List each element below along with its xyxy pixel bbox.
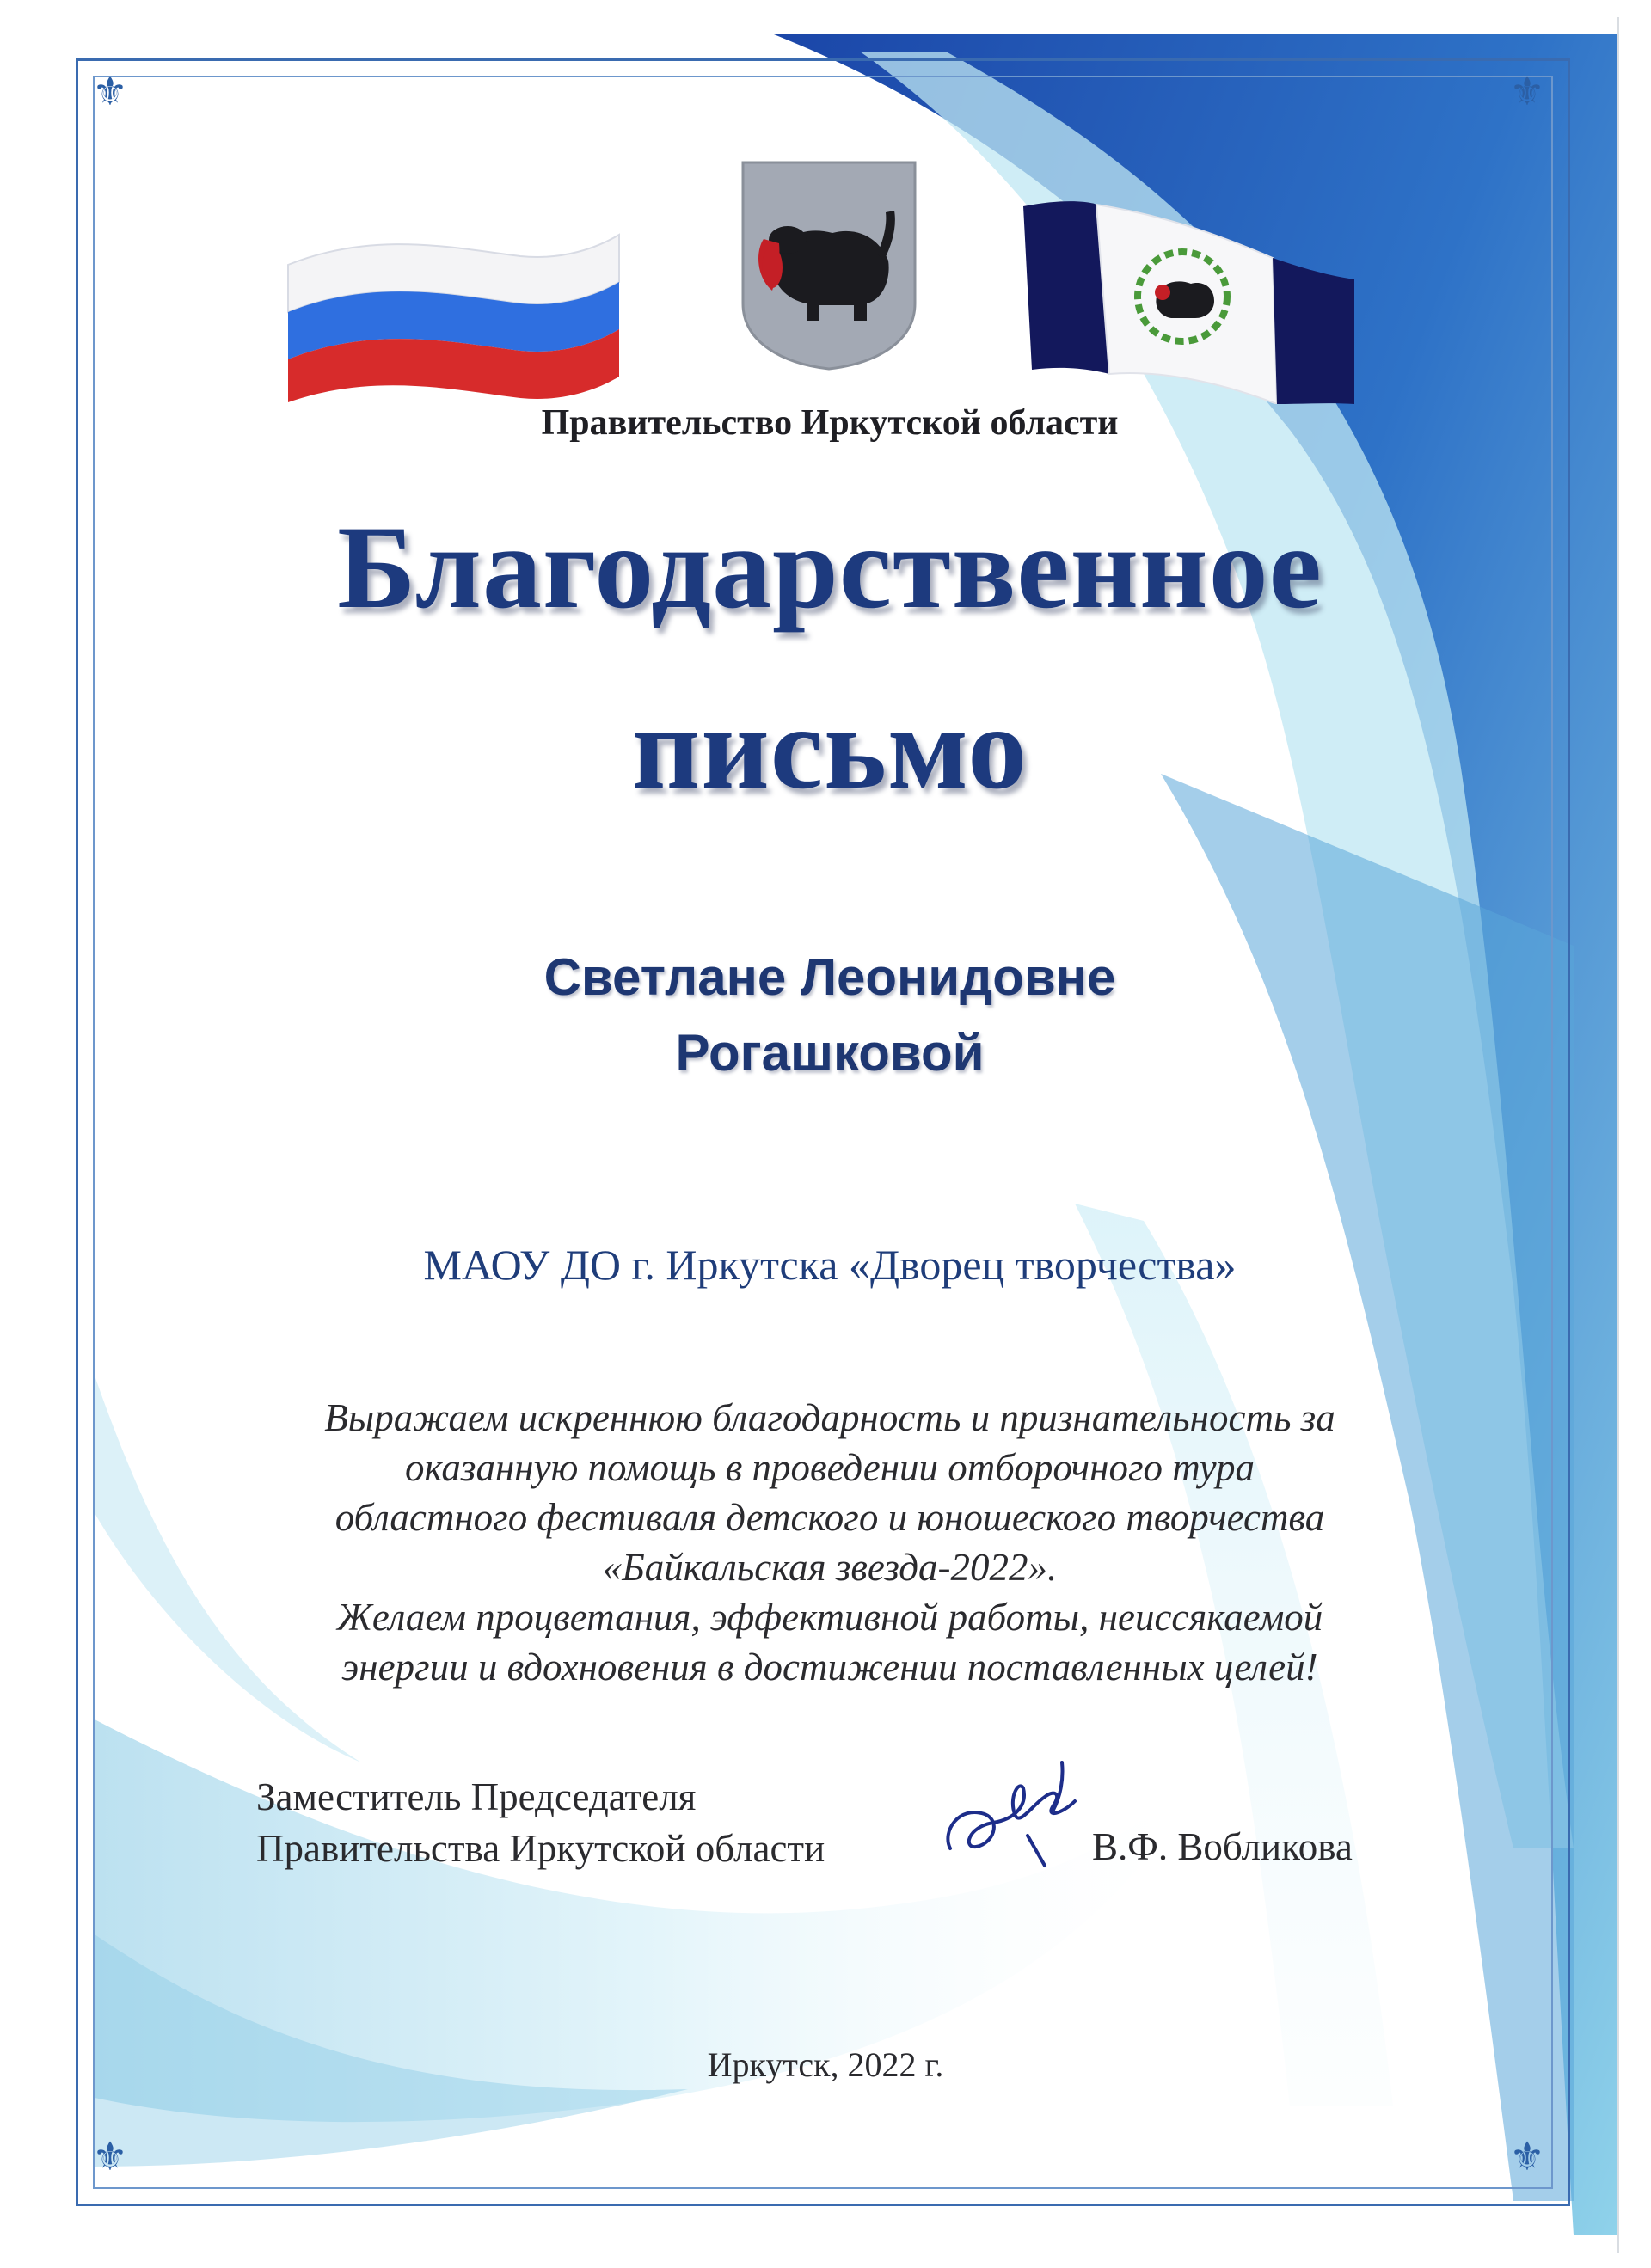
handwritten-signature (933, 1745, 1088, 1874)
signer-position-line2: Правительства Иркутской области (256, 1827, 826, 1870)
place-and-date: Иркутск, 2022 г. (707, 2045, 944, 2084)
message-line: оказанную помощь в проведении отборочного тура (404, 1446, 1255, 1489)
signer-name: В.Ф. Вобликова (1092, 1825, 1353, 1868)
signer-position-line1: Заместитель Председателя (256, 1775, 697, 1818)
recipient-name-line1: Светлане Леонидовне (543, 948, 1116, 1006)
document-title-line2: письмо (631, 682, 1028, 813)
corner-ornament-icon: ⚜ (1509, 68, 1545, 114)
irkutsk-oblast-flag-icon (1015, 189, 1359, 404)
corner-ornament-icon: ⚜ (1509, 2133, 1545, 2179)
document-title-line1: Благодарственное (337, 501, 1323, 633)
coat-of-arms-icon (738, 157, 920, 372)
recipient-name-line2: Рогашковой (675, 1024, 985, 1082)
corner-ornament-icon: ⚜ (92, 68, 128, 114)
message-line: энергии и вдохновения в достижении поставленных целей! (341, 1646, 1318, 1689)
signer-position (256, 1771, 996, 1874)
message-body (198, 1393, 1462, 1692)
message-line: Желаем процветания, эффективной работы, неиссякаемой (336, 1596, 1323, 1639)
russian-flag-icon (279, 213, 623, 402)
message-line: областного фестиваля детского и юношеского творчества (334, 1496, 1325, 1539)
issuer-heading: Правительство Иркутской области (541, 403, 1119, 443)
recipient-organization: МАОУ ДО г. Иркутска «Дворец творчества» (423, 1241, 1237, 1289)
message-line: Выражаем искреннюю благодарность и признательность за (324, 1396, 1335, 1439)
scan-edge-line (1617, 17, 1619, 2253)
corner-ornament-icon: ⚜ (92, 2133, 128, 2179)
message-line: «Байкальская звезда-2022». (602, 1546, 1058, 1589)
